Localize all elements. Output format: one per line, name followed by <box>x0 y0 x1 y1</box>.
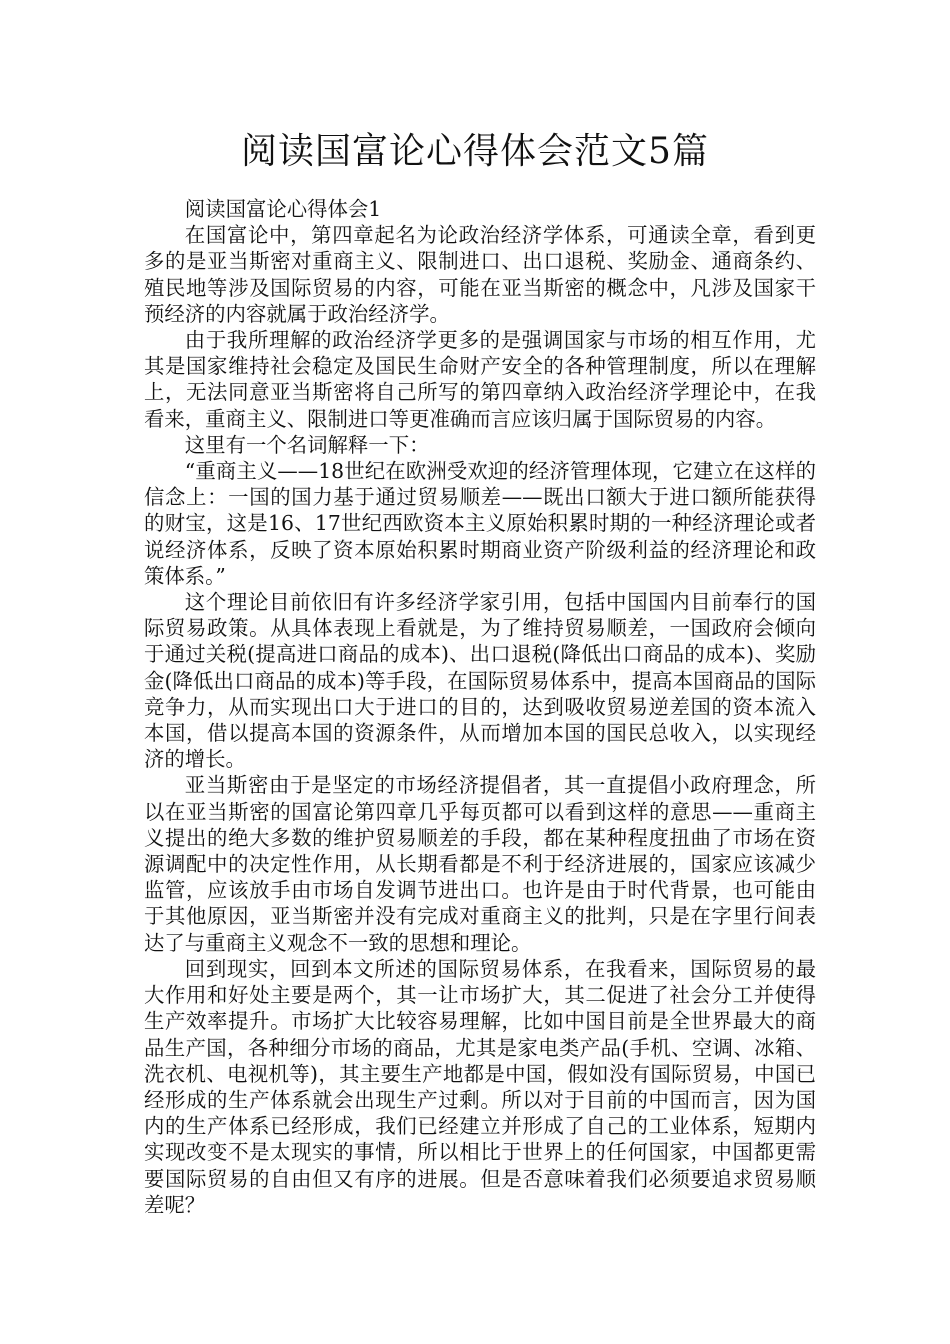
paragraph-7: 回到现实，回到本文所述的国际贸易体系，在我看来，国际贸易的最大作用和好处主要是两个，其一让市场扩大，其二促进了社会分工并使得生产效率提升。市场扩大比较容易理解，比如中国目前是全世界最大的商品生产国，各种细分市场的商品，尤其是家电类产品(手机、空调、冰箱、洗衣机、电视机等)，其主要生产地都是中国，假如没有国际贸易，中国已经形成的生产体系就会出现生产过剩。所以对于目前的中国而言，因为国内的生产体系已经形成，我们已经建立并形成了自己的工业体系，短期内实现改变不是太现实的事情，所以相比于世界上的任何国家，中国都更需要国际贸易的自由但又有序的进展。但是否意味着我们必须要追求贸易顺差呢？ <box>144 956 816 1217</box>
document-body <box>144 196 816 1218</box>
paragraph-3: 这里有一个名词解释一下： <box>184 432 430 457</box>
paragraph-1: 在国富论中，第四章起名为论政治经济学体系，可通读全章，看到更多的是亚当斯密对重商主义、限制进口、出口退税、奖励金、通商条约、殖民地等涉及国际贸易的内容，可能在亚当斯密的概念中，凡涉及国家干预经济的内容就属于政治经济学。 <box>144 223 816 326</box>
paragraph-5: 这个理论目前依旧有许多经济学家引用，包括中国国内目前奉行的国际贸易政策。从具体表现上看就是，为了维持贸易顺差，一国政府会倾向于通过关税(提高进口商品的成本)、出口退税(降低出口商品的成本)、奖励金(降低出口商品的成本)等手段，在国际贸易体系中，提高本国商品的国际竞争力，从而实现出口大于进口的目的，达到吸收贸易逆差国的资本流入本国，借以提高本国的资源条件，从而增加本国的国民总收入，以实现经济的增长。 <box>144 590 816 772</box>
paragraph-6: 亚当斯密由于是坚定的市场经济提倡者，其一直提倡小政府理念，所以在亚当斯密的国富论第四章几乎每页都可以看到这样的意思——重商主义提出的绝大多数的维护贸易顺差的手段，都在某种程度扭曲了市场在资源调配中的决定性作用，从长期看都是不利于经济进展的，国家应该减少监管，应该放手由市场自发调节进出口。也许是由于时代背景，也可能由于其他原因，亚当斯密并没有完成对重商主义的批判，只是在字里行间表达了与重商主义观念不一致的思想和理论。 <box>144 773 816 955</box>
section-heading: 阅读国富论心得体会1 <box>184 197 382 221</box>
paragraph-2: 由于我所理解的政治经济学更多的是强调国家与市场的相互作用，尤其是国家维持社会稳定及国民生命财产安全的各种管理制度，所以在理解上，无法同意亚当斯密将自己所写的第四章纳入政治经济学理论中，在我看来，重商主义、限制进口等更准确而言应该归属于国际贸易的内容。 <box>144 328 816 431</box>
document-title: 阅读国富论心得体会范文5篇 <box>241 131 709 172</box>
paragraph-4: “重商主义——18世纪在欧洲受欢迎的经济管理体现，它建立在这样的信念上：一国的国力基于通过贸易顺差——既出口额大于进口额所能获得的财宝，这是16、17世纪西欧资本主义原始积累时期的一种经济理论或者说经济体系，反映了资本原始积累时期商业资产阶级利益的经济理论和政策体系。” <box>144 459 816 588</box>
